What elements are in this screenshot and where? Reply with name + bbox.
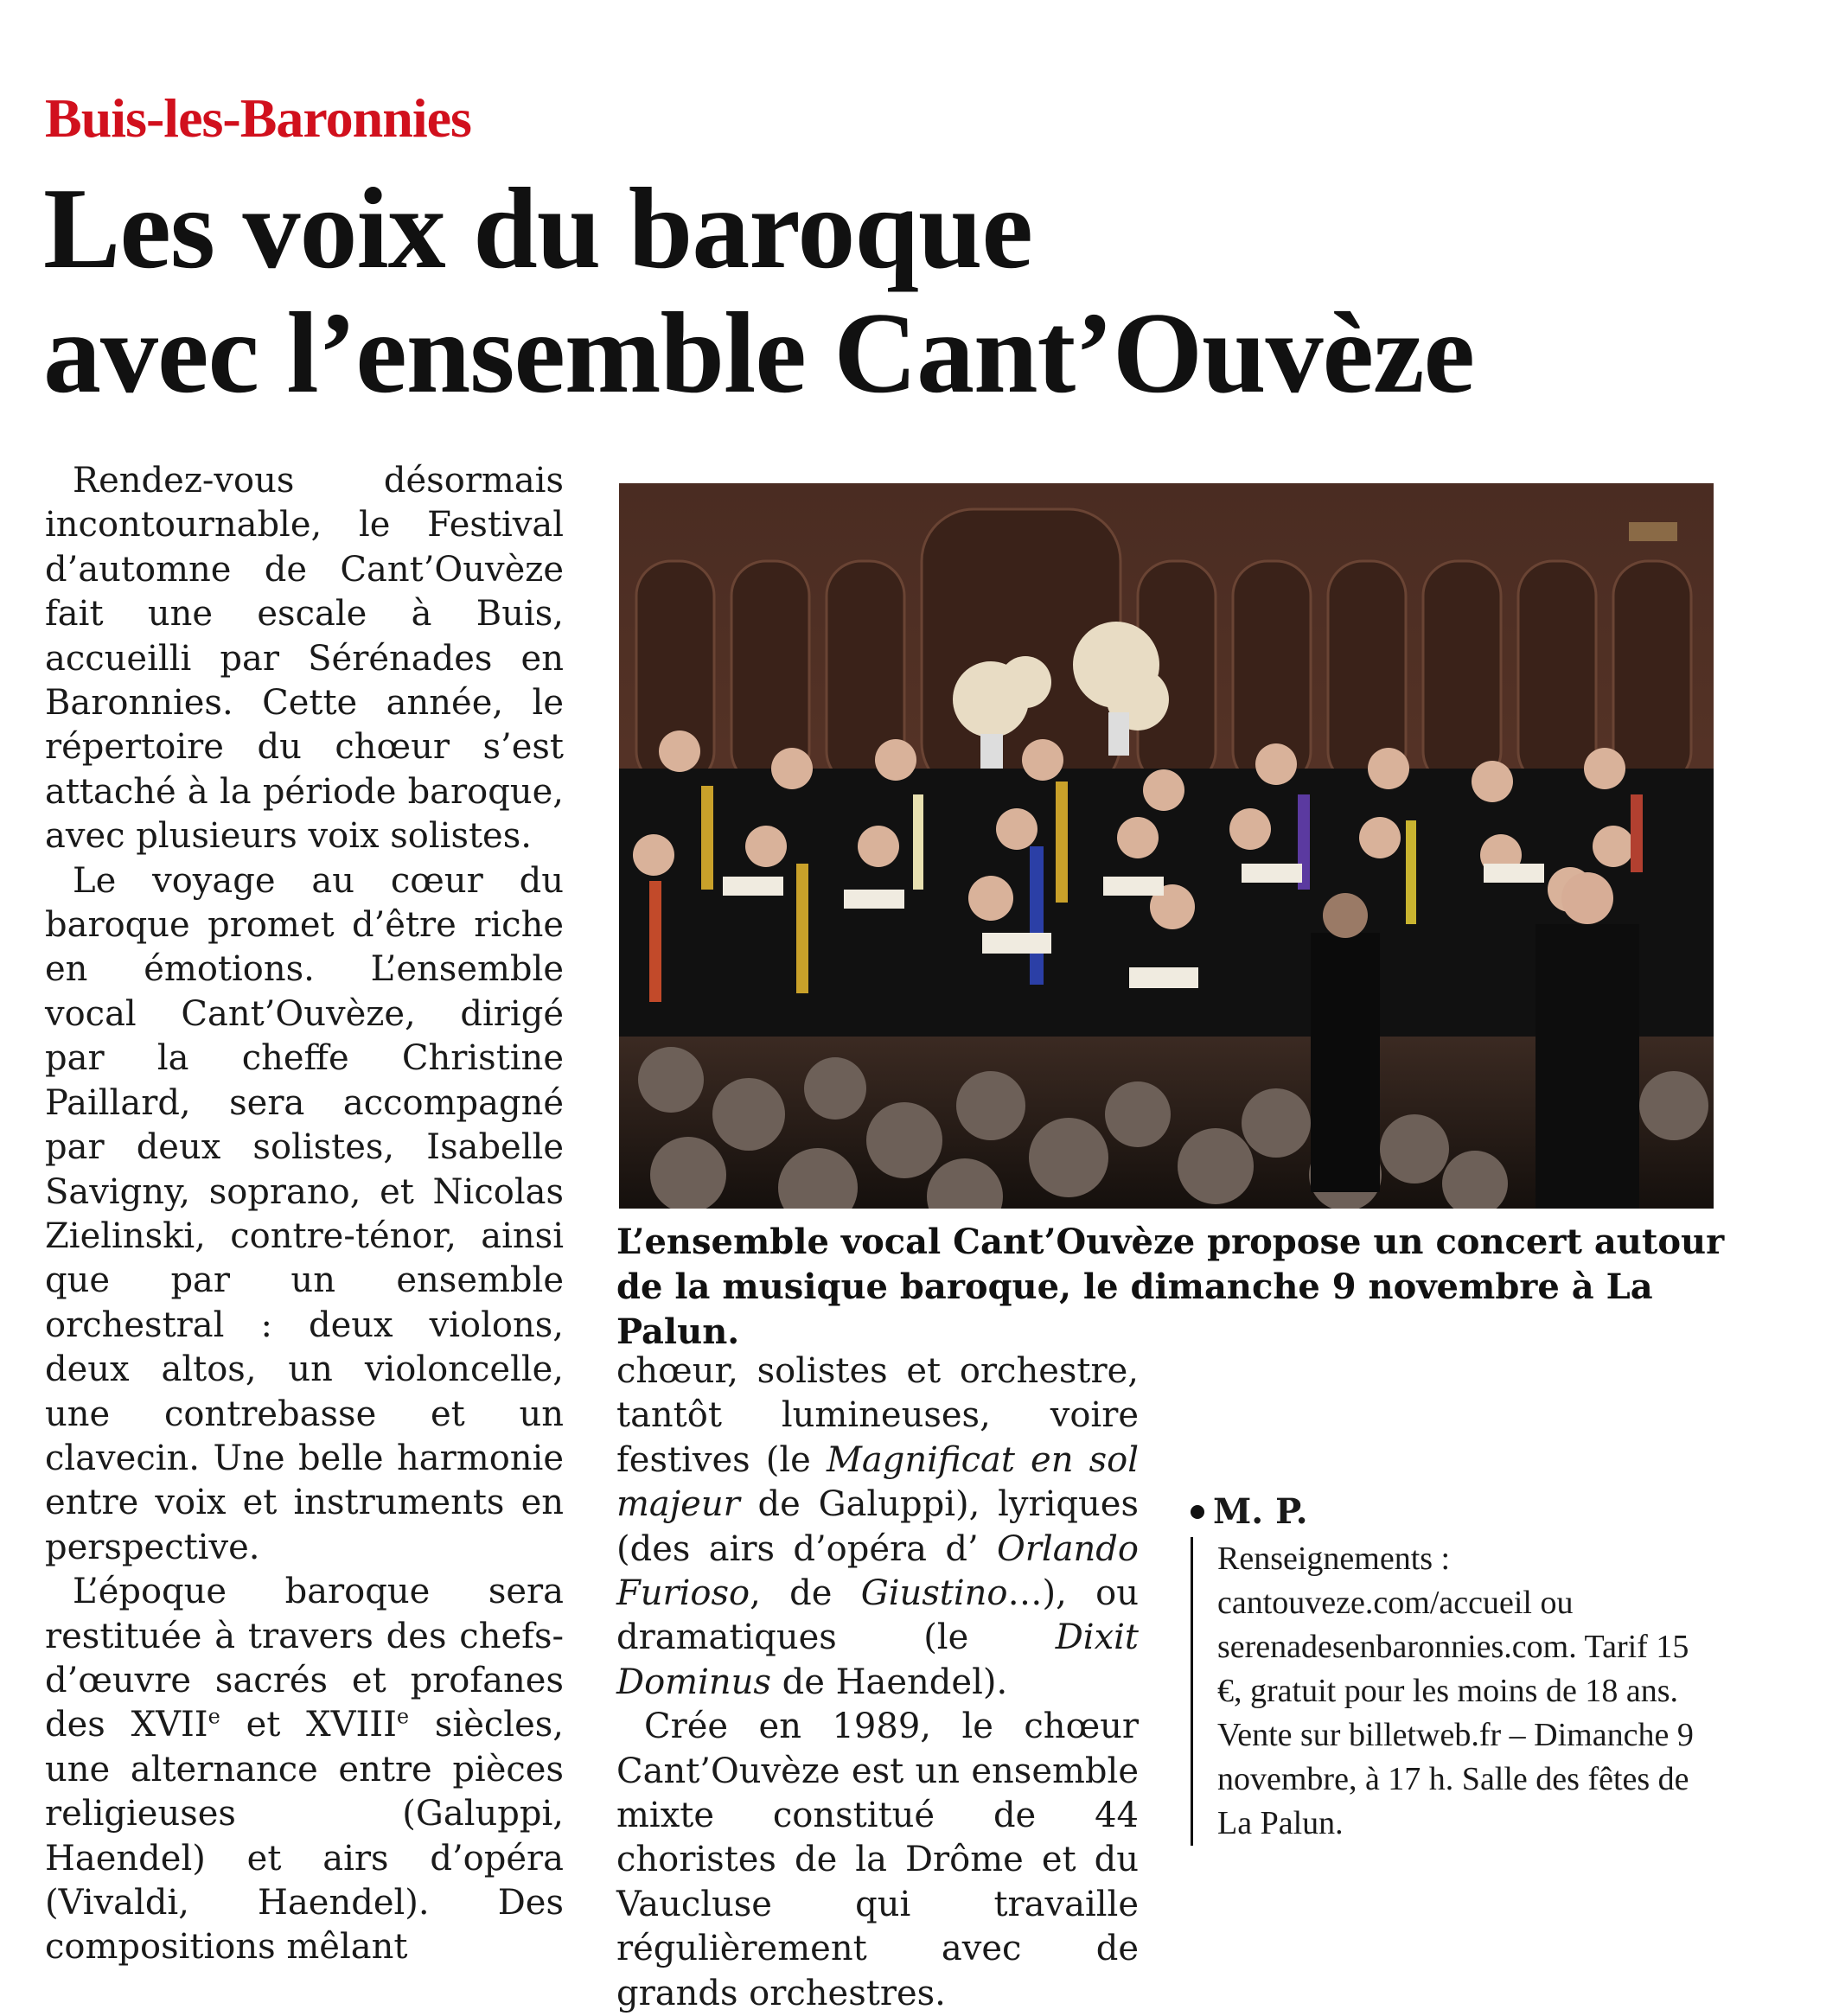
bullet-icon (1191, 1505, 1204, 1519)
text-fragment: L’époque baroque sera restituée à travers des chefs-d’œuvre sacrés et profanes des XVII (45, 1572, 564, 1745)
article-headline (43, 166, 1686, 415)
work-title: Giustino (860, 1573, 1008, 1614)
info-text: Renseignements : cantouveze.com/accueil ou serenadesenbaronnies.com. Tarif 15 €, gratuit pour les moins de 18 ans. Vente sur billetweb.fr – Dimanche 9 novembre, à 17 h. Salle des fêtes de La Palun. (1217, 1541, 1694, 1842)
caption-line-2: de la musique baroque, le dimanche 9 novembre à La Palun. (616, 1266, 1653, 1352)
practical-info (1191, 1537, 1711, 1846)
superscript: e (396, 1705, 410, 1730)
paragraph-history: Crée en 1989, le chœur Cant’Ouvèze est un ensemble mixte constitué de 44 choristes de la Drôme et du Vaucluse qui travaille régulièrement avec de grands orchestres. (616, 1707, 1139, 2013)
kicker-location: Buis-les-Baronnies (45, 87, 471, 149)
paragraph-intro: Rendez-vous désormais incontournable, le Festival d’automne de Cant’Ouvèze fait une escale à Buis, accueilli par Sérénades en Baronnies. Cette année, le répertoire du chœur s’est attaché à la période baroque, avec plusieurs voix solistes. (45, 461, 564, 857)
photo-caption (616, 1220, 1732, 1355)
text-fragment: chœur, solistes et orchestre, tantôt lumineuses, voire festives (le (616, 1351, 1139, 1480)
text-fragment: …), ou dramatiques (le (616, 1573, 1139, 1658)
paragraph-voyage: Le voyage au cœur du baroque promet d’être riche en émotions. L’ensemble vocal Cant’Ouvèze, dirigé par la cheffe Christine Paillard, sera accompagné par deux solistes, Isabelle Savigny, soprano, et Nicolas Zielinski, contre-ténor, ainsi que par un ensemble orchestral : deux violons, deux altos, un violoncelle, une contrebasse et un clavecin. Une belle harmonie entre voix et instruments en perspective. (45, 860, 564, 1567)
headline-line-2: avec l’ensemble Cant’Ouvèze (43, 289, 1475, 417)
paragraph-epoque (45, 1570, 564, 1970)
work-title: Orlando Furioso (616, 1528, 1139, 1614)
superscript: e (208, 1705, 220, 1730)
column-3 (1191, 1349, 1711, 1846)
author-signature: M. P. (1213, 1491, 1308, 1532)
concert-photo (619, 483, 1714, 1209)
work-title: Dixit Dominus (616, 1617, 1139, 1702)
text-fragment: et XVIII (220, 1705, 397, 1745)
caption-line-1: L’ensemble vocal Cant’Ouvèze propose un concert autour (616, 1222, 1725, 1262)
work-title: Magnificat en sol majeur (616, 1439, 1139, 1525)
column-1 (45, 459, 564, 1970)
text-fragment: siècles, une alternance entre pièces religieuses (Galuppi, Haendel) et airs d’opéra (Vivaldi, Haendel). Des compositions mêlant (45, 1705, 564, 1968)
text-fragment: de Haendel). (770, 1662, 1008, 1702)
text-fragment: de Galuppi), lyriques (des airs d’opéra d’ (616, 1484, 1139, 1569)
continuation-spacer (1191, 1349, 1711, 1483)
byline (1191, 1490, 1711, 1534)
choir-photo-illustration (619, 483, 1714, 1209)
paragraph-compositions (616, 1349, 1139, 1705)
column-2 (616, 1349, 1139, 2016)
headline-line-1: Les voix du baroque (43, 164, 1032, 292)
text-fragment: , de (750, 1573, 861, 1614)
